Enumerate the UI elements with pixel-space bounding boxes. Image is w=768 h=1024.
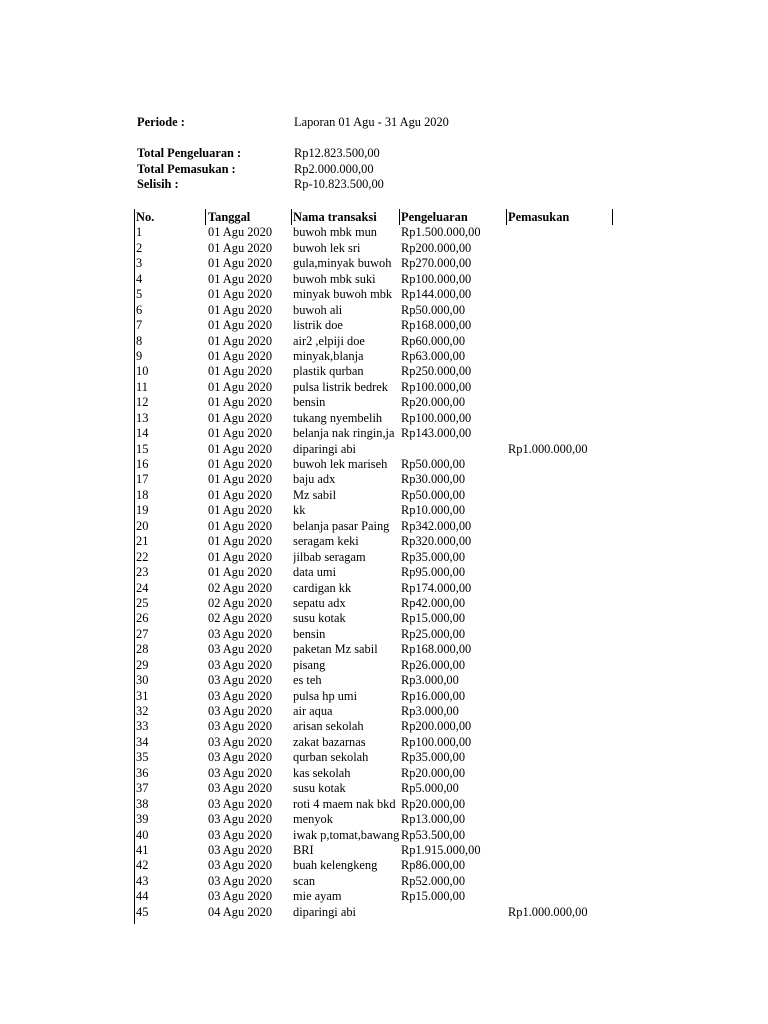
row-no: 24 — [136, 580, 149, 595]
row-no: 34 — [136, 734, 149, 749]
row-pengeluaran: Rp20.000,00 — [401, 765, 466, 780]
row-tanggal: 03 Agu 2020 — [208, 704, 273, 718]
row-pengeluaran: Rp168.000,00 — [401, 318, 472, 333]
row-pengeluaran: Rp100.000,00 — [401, 379, 472, 394]
header-no: No. — [136, 210, 155, 224]
row-tanggal: 01 Agu 2020 — [208, 256, 273, 271]
row-tanggal: 01 Agu 2020 — [208, 457, 273, 471]
header-pengeluaran: Pengeluaran — [401, 210, 468, 224]
row-no: 12 — [136, 395, 149, 410]
row-tanggal: 02 Agu 2020 — [208, 611, 273, 626]
row-tanggal: 03 Agu 2020 — [208, 750, 273, 765]
header-divider-2 — [291, 209, 292, 225]
row-pengeluaran: Rp26.000,00 — [401, 657, 466, 672]
row-tanggal: 01 Agu 2020 — [208, 318, 273, 333]
row-pengeluaran: Rp174.000,00 — [401, 580, 472, 595]
row-nama-transaksi: arisan sekolah — [293, 719, 364, 734]
row-nama-transaksi: zakat bazarnas — [293, 734, 366, 749]
row-pengeluaran: Rp63.000,00 — [401, 348, 466, 363]
row-tanggal: 03 Agu 2020 — [208, 642, 273, 657]
row-tanggal: 04 Agu 2020 — [208, 904, 273, 919]
row-nama-transaksi: susu kotak — [293, 611, 346, 626]
row-no: 22 — [136, 549, 149, 564]
row-nama-transaksi: listrik doe — [293, 318, 343, 333]
row-pengeluaran: Rp50.000,00 — [401, 487, 466, 502]
row-no: 6 — [136, 302, 143, 317]
row-nama-transaksi: susu kotak — [293, 781, 346, 796]
row-tanggal: 03 Agu 2020 — [208, 719, 273, 734]
row-tanggal: 03 Agu 2020 — [208, 812, 273, 827]
row-no: 25 — [136, 595, 149, 610]
total-pengeluaran-label: Total Pengeluaran : — [137, 146, 242, 160]
row-tanggal: 03 Agu 2020 — [208, 765, 273, 780]
row-no: 32 — [136, 704, 149, 718]
row-tanggal: 03 Agu 2020 — [208, 688, 273, 703]
row-nama-transaksi: pulsa hp umi — [293, 688, 358, 703]
row-pengeluaran: Rp15.000,00 — [401, 889, 466, 904]
row-nama-transaksi: scan — [293, 873, 316, 888]
row-nama-transaksi: data umi — [293, 565, 337, 580]
row-no: 43 — [136, 873, 149, 888]
row-no: 9 — [136, 348, 143, 363]
row-pengeluaran: Rp270.000,00 — [401, 256, 472, 271]
row-pengeluaran: Rp1.915.000,00 — [401, 842, 481, 857]
row-nama-transaksi: buwoh lek mariseh — [293, 457, 388, 471]
row-nama-transaksi: jilbab seragam — [293, 549, 366, 564]
row-tanggal: 01 Agu 2020 — [208, 333, 273, 348]
header-right-border — [612, 209, 613, 225]
header-divider-3 — [399, 209, 400, 225]
row-pengeluaran: Rp42.000,00 — [401, 595, 466, 610]
row-tanggal: 01 Agu 2020 — [208, 518, 273, 533]
row-tanggal: 03 Agu 2020 — [208, 842, 273, 857]
row-tanggal: 01 Agu 2020 — [208, 549, 273, 564]
row-nama-transaksi: Mz sabil — [293, 487, 337, 502]
selisih-label: Selisih : — [137, 177, 179, 191]
row-nama-transaksi: baju adx — [293, 472, 336, 487]
row-tanggal: 01 Agu 2020 — [208, 240, 273, 255]
row-nama-transaksi: kas sekolah — [293, 765, 351, 780]
row-tanggal: 03 Agu 2020 — [208, 626, 273, 641]
row-nama-transaksi: belanja pasar Paing — [293, 518, 390, 533]
row-nama-transaksi: minyak,blanja — [293, 348, 364, 363]
row-nama-transaksi: air aqua — [293, 704, 333, 718]
row-tanggal: 03 Agu 2020 — [208, 781, 273, 796]
row-pengeluaran: Rp144.000,00 — [401, 287, 472, 302]
row-pengeluaran: Rp16.000,00 — [401, 688, 466, 703]
row-nama-transaksi: diparingi abi — [293, 441, 356, 456]
row-tanggal: 01 Agu 2020 — [208, 379, 273, 394]
total-pengeluaran-value: Rp12.823.500,00 — [294, 146, 380, 160]
row-nama-transaksi: tukang nyembelih — [293, 410, 383, 425]
row-tanggal: 01 Agu 2020 — [208, 503, 273, 518]
total-pemasukan-label: Total Pemasukan : — [137, 161, 236, 176]
row-no: 20 — [136, 518, 149, 533]
row-pengeluaran: Rp143.000,00 — [401, 426, 472, 441]
row-pengeluaran: Rp35.000,00 — [401, 549, 466, 564]
header-pemasukan: Pemasukan — [508, 210, 570, 224]
total-pengeluaran-row — [137, 146, 537, 162]
row-tanggal: 01 Agu 2020 — [208, 364, 273, 379]
row-no: 33 — [136, 719, 149, 734]
row-pengeluaran: Rp20.000,00 — [401, 796, 466, 811]
row-tanggal: 01 Agu 2020 — [208, 426, 273, 441]
table-left-border — [134, 209, 135, 924]
row-no: 8 — [136, 333, 143, 348]
row-nama-transaksi: iwak p,tomat,bawang — [293, 827, 400, 842]
row-tanggal: 03 Agu 2020 — [208, 889, 273, 904]
row-tanggal: 01 Agu 2020 — [208, 534, 273, 549]
row-pengeluaran: Rp53.500,00 — [401, 827, 466, 842]
row-no: 11 — [136, 379, 148, 394]
row-pengeluaran: Rp10.000,00 — [401, 503, 466, 518]
row-nama-transaksi: air2 ,elpiji doe — [293, 333, 365, 348]
row-pengeluaran: Rp250.000,00 — [401, 364, 472, 379]
row-tanggal: 03 Agu 2020 — [208, 858, 273, 873]
row-no: 18 — [136, 487, 149, 502]
row-pemasukan: Rp1.000.000,00 — [508, 441, 588, 456]
row-pengeluaran: Rp100.000,00 — [401, 271, 472, 286]
row-tanggal: 01 Agu 2020 — [208, 441, 273, 456]
row-pengeluaran: Rp5.000,00 — [401, 781, 459, 796]
row-pengeluaran: Rp3.000,00 — [401, 704, 459, 718]
row-nama-transaksi: minyak buwoh mbk — [293, 287, 393, 302]
row-nama-transaksi: gula,minyak buwoh — [293, 256, 392, 271]
row-nama-transaksi: roti 4 maem nak bkd — [293, 796, 396, 811]
row-pengeluaran: Rp52.000,00 — [401, 873, 466, 888]
row-no: 16 — [136, 457, 149, 471]
row-pengeluaran: Rp100.000,00 — [401, 410, 472, 425]
row-tanggal: 03 Agu 2020 — [208, 734, 273, 749]
row-pengeluaran: Rp15.000,00 — [401, 611, 466, 626]
row-tanggal: 01 Agu 2020 — [208, 472, 273, 487]
row-no: 19 — [136, 503, 149, 518]
row-no: 10 — [136, 364, 149, 379]
row-pengeluaran: Rp50.000,00 — [401, 302, 466, 317]
header-divider-4 — [506, 209, 507, 225]
row-no: 4 — [136, 271, 143, 286]
row-pengeluaran: Rp342.000,00 — [401, 518, 472, 533]
row-nama-transaksi: kk — [293, 503, 306, 518]
row-nama-transaksi: BRI — [293, 842, 314, 857]
row-no: 27 — [136, 626, 149, 641]
selisih-value: Rp-10.823.500,00 — [294, 177, 384, 191]
row-tanggal: 01 Agu 2020 — [208, 565, 273, 580]
row-no: 3 — [136, 256, 143, 271]
row-pengeluaran: Rp86.000,00 — [401, 858, 466, 873]
row-no: 17 — [136, 472, 149, 487]
row-pengeluaran: Rp100.000,00 — [401, 734, 472, 749]
row-pengeluaran: Rp200.000,00 — [401, 240, 472, 255]
row-pengeluaran: Rp3.000,00 — [401, 673, 459, 688]
periode-value: Laporan 01 Agu - 31 Agu 2020 — [294, 115, 449, 129]
row-tanggal: 01 Agu 2020 — [208, 302, 273, 317]
row-nama-transaksi: diparingi abi — [293, 904, 356, 919]
row-no: 31 — [136, 688, 149, 703]
periode-row — [137, 115, 537, 131]
row-no: 1 — [136, 225, 143, 240]
report-summary — [137, 115, 537, 193]
row-pengeluaran: Rp168.000,00 — [401, 642, 472, 657]
row-pengeluaran: Rp30.000,00 — [401, 472, 466, 487]
row-tanggal: 01 Agu 2020 — [208, 487, 273, 502]
row-no: 13 — [136, 410, 149, 425]
row-no: 42 — [136, 858, 149, 873]
header-divider-1 — [205, 209, 206, 225]
row-nama-transaksi: buwoh ali — [293, 302, 343, 317]
header-tanggal: Tanggal — [208, 210, 251, 224]
row-no: 45 — [136, 904, 149, 919]
row-no: 36 — [136, 765, 149, 780]
row-nama-transaksi: mie ayam — [293, 889, 342, 904]
row-no: 38 — [136, 796, 149, 811]
row-tanggal: 01 Agu 2020 — [208, 271, 273, 286]
row-nama-transaksi: sepatu adx — [293, 595, 346, 610]
row-nama-transaksi: bensin — [293, 626, 326, 641]
row-no: 40 — [136, 827, 149, 842]
row-nama-transaksi: belanja nak ringin,ja — [293, 426, 395, 441]
row-pengeluaran: Rp25.000,00 — [401, 626, 466, 641]
row-nama-transaksi: cardigan kk — [293, 580, 352, 595]
row-no: 2 — [136, 240, 143, 255]
row-pengeluaran: Rp20.000,00 — [401, 395, 466, 410]
row-pengeluaran: Rp13.000,00 — [401, 812, 466, 827]
row-nama-transaksi: plastik qurban — [293, 364, 364, 379]
row-pengeluaran: Rp320.000,00 — [401, 534, 472, 549]
row-nama-transaksi: bensin — [293, 395, 326, 410]
row-nama-transaksi: es teh — [293, 673, 322, 688]
row-pengeluaran: Rp200.000,00 — [401, 719, 472, 734]
row-no: 21 — [136, 534, 149, 549]
row-no: 26 — [136, 611, 149, 626]
row-no: 37 — [136, 781, 149, 796]
total-pemasukan-row — [137, 162, 537, 178]
row-nama-transaksi: buwoh lek sri — [293, 240, 361, 255]
row-no: 28 — [136, 642, 149, 657]
row-no: 41 — [136, 842, 149, 857]
row-nama-transaksi: seragam keki — [293, 534, 359, 549]
periode-label: Periode : — [137, 115, 185, 129]
row-pengeluaran: Rp60.000,00 — [401, 333, 466, 348]
row-pengeluaran: Rp1.500.000,00 — [401, 225, 481, 240]
row-tanggal: 01 Agu 2020 — [208, 225, 273, 240]
row-nama-transaksi: pisang — [293, 657, 326, 672]
row-nama-transaksi: paketan Mz sabil — [293, 642, 378, 657]
row-no: 7 — [136, 318, 143, 333]
row-no: 35 — [136, 750, 149, 765]
row-pengeluaran: Rp95.000,00 — [401, 565, 466, 580]
header-nama-transaksi: Nama transaksi — [293, 210, 377, 224]
row-no: 23 — [136, 565, 149, 580]
row-tanggal: 02 Agu 2020 — [208, 595, 273, 610]
row-nama-transaksi: buwoh mbk suki — [293, 271, 376, 286]
row-tanggal: 03 Agu 2020 — [208, 873, 273, 888]
row-no: 29 — [136, 657, 149, 672]
row-tanggal: 03 Agu 2020 — [208, 657, 273, 672]
row-tanggal: 03 Agu 2020 — [208, 796, 273, 811]
row-no: 15 — [136, 441, 149, 456]
row-no: 14 — [136, 426, 149, 441]
total-pemasukan-value: Rp2.000.000,00 — [294, 161, 374, 176]
row-tanggal: 03 Agu 2020 — [208, 673, 273, 688]
row-pengeluaran: Rp35.000,00 — [401, 750, 466, 765]
row-no: 44 — [136, 889, 149, 904]
row-tanggal: 02 Agu 2020 — [208, 580, 273, 595]
row-nama-transaksi: pulsa listrik bedrek — [293, 379, 388, 394]
row-tanggal: 01 Agu 2020 — [208, 348, 273, 363]
row-tanggal: 01 Agu 2020 — [208, 287, 273, 302]
row-tanggal: 01 Agu 2020 — [208, 410, 273, 425]
row-tanggal: 01 Agu 2020 — [208, 395, 273, 410]
row-nama-transaksi: buah kelengkeng — [293, 858, 378, 873]
row-tanggal: 03 Agu 2020 — [208, 827, 273, 842]
row-pengeluaran: Rp50.000,00 — [401, 457, 466, 471]
row-nama-transaksi: qurban sekolah — [293, 750, 369, 765]
row-pemasukan: Rp1.000.000,00 — [508, 904, 588, 919]
selisih-row — [137, 177, 537, 193]
row-nama-transaksi: buwoh mbk mun — [293, 225, 377, 240]
row-no: 5 — [136, 287, 143, 302]
row-no: 39 — [136, 812, 149, 827]
row-nama-transaksi: menyok — [293, 812, 333, 827]
row-no: 30 — [136, 673, 149, 688]
